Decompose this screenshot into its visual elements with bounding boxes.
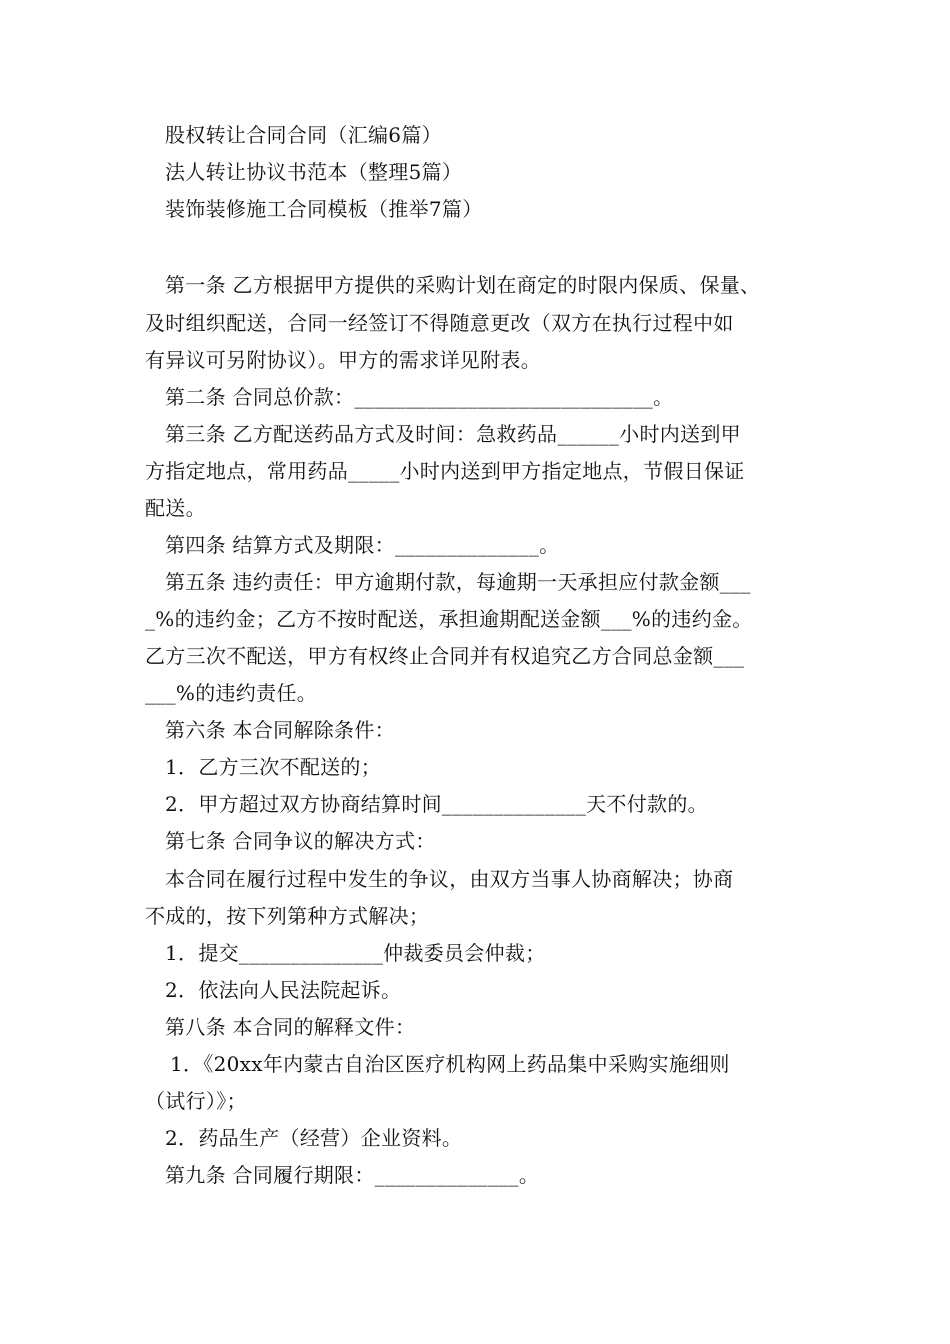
article-6-item-1: 1．乙方三次不配送的； xyxy=(165,755,382,779)
article-5-line-1: 第五条 违约责任：甲方逾期付款，每逾期一天承担应付款金额___ xyxy=(165,570,751,594)
article-8-item-1-line-1: 1．《20xx年内蒙古自治区医疗机构网上药品集中采购实施细则 xyxy=(170,1052,730,1076)
related-link-3[interactable]: 装饰装修施工合同模板（推举7篇） xyxy=(165,197,483,221)
related-link-2[interactable]: 法人转让协议书范本（整理5篇） xyxy=(165,160,463,184)
related-link-1[interactable]: 股权转让合同合同（汇编6篇） xyxy=(165,123,442,147)
article-8: 第八条 本合同的解释文件： xyxy=(165,1015,416,1039)
article-7-text-line-1: 本合同在履行过程中发生的争议，由双方当事人协商解决；协商 xyxy=(165,867,734,891)
article-3-line-3: 配送。 xyxy=(145,496,206,520)
article-1-line-1: 第一条 乙方根据甲方提供的采购计划在商定的时限内保质、保量、 xyxy=(165,273,761,297)
article-8-item-1-line-2: （试行）》； xyxy=(145,1089,247,1113)
article-5-line-3: 乙方三次不配送，甲方有权终止合同并有权追究乙方合同总金额___ xyxy=(145,644,745,668)
article-8-item-2: 2．药品生产（经营）企业资料。 xyxy=(165,1126,463,1150)
article-5-line-2: _%的违约金；乙方不按时配送，承担逾期配送金额___%的违约金。 xyxy=(145,607,753,631)
article-9: 第九条 合同履行期限：______________。 xyxy=(165,1163,540,1187)
article-3-line-2: 方指定地点，常用药品_____小时内送到甲方指定地点，节假日保证 xyxy=(145,459,745,483)
article-7-item-2: 2．依法向人民法院起诉。 xyxy=(165,978,402,1002)
article-6-item-2: 2．甲方超过双方协商结算时间______________天不付款的。 xyxy=(165,792,708,816)
article-5-line-4: ___%的违约责任。 xyxy=(145,681,318,705)
article-7: 第七条 合同争议的解决方式： xyxy=(165,829,436,853)
article-2: 第二条 合同总价款：_____________________________。 xyxy=(165,385,674,409)
article-3-line-1: 第三条 乙方配送药品方式及时间：急救药品______小时内送到甲 xyxy=(165,422,741,446)
article-1-line-3: 有异议可另附协议）。甲方的需求详见附表。 xyxy=(145,348,541,372)
article-6: 第六条 本合同解除条件： xyxy=(165,718,395,742)
article-7-item-1: 1．提交______________仲裁委员会仲裁； xyxy=(165,941,546,965)
article-7-text-line-2: 不成的，按下列第种方式解决； xyxy=(145,904,430,928)
article-4: 第四条 结算方式及期限：______________。 xyxy=(165,533,560,557)
article-1-line-2: 及时组织配送，合同一经签订不得随意更改（双方在执行过程中如 xyxy=(145,311,734,335)
